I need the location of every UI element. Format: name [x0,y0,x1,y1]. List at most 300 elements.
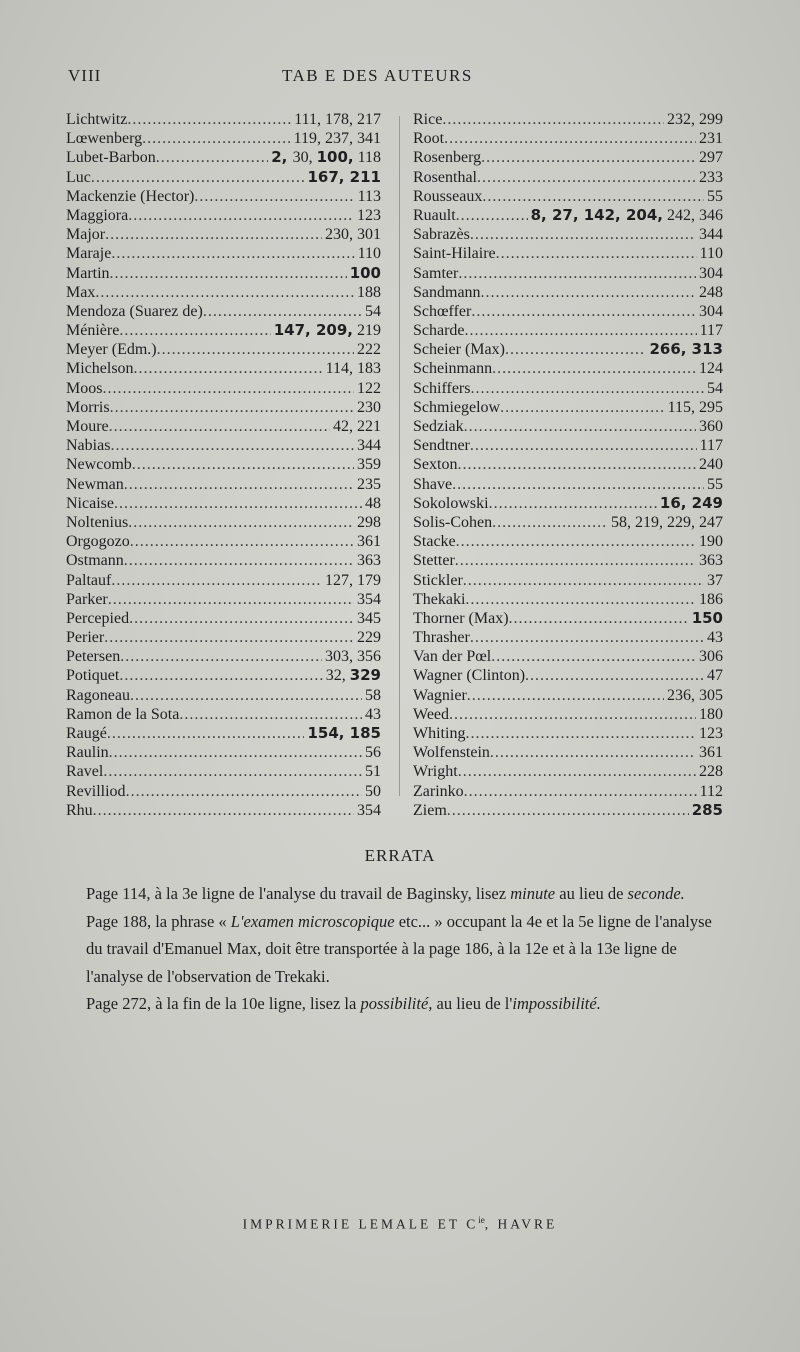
author-name: Rice [413,111,443,128]
dot-leader [203,302,362,321]
page-references [697,782,723,801]
page-references [362,782,381,801]
page-references [696,168,723,187]
author-name: Perier [66,629,105,647]
author-name: Thorner (Max) [413,609,509,627]
index-column-left [66,110,381,820]
author-name: Rosenthal [413,168,477,186]
index-entry [66,417,381,436]
main-reference: 100, [316,148,354,167]
page-references [696,724,723,743]
index-entry [66,129,381,148]
italic-text: minute [510,884,556,903]
reference: 47 [707,667,723,685]
author-name: Root [413,130,445,148]
reference: 236, 305 [667,686,723,704]
index-entry [66,494,381,513]
index-entry [413,782,723,801]
reference: 186 [699,590,723,608]
reference: 115, 295 [667,398,723,416]
author-name: Parker [66,590,108,608]
author-name: Percepied [66,609,130,627]
page-references [354,206,381,225]
page-references [664,686,723,705]
dot-leader [142,129,290,148]
reference: 228 [699,763,723,781]
dot-leader [95,283,354,302]
index-entry [66,513,381,532]
index-entry [66,206,381,225]
reference: 180 [699,705,723,723]
dot-leader [111,571,322,590]
page-references [330,417,381,436]
dot-leader [467,686,664,705]
text: Page 272, à la fin de la 10e ligne, lisez la [86,994,361,1013]
index-entry [413,590,723,609]
index-entry [413,206,723,225]
dot-leader [194,187,354,206]
author-name: Major [66,226,106,244]
reference: 124 [699,360,723,378]
main-reference: 154, 185 [307,724,381,742]
dot-leader [492,359,696,378]
index-entry [413,302,723,321]
index-entry [66,782,381,801]
dot-leader [130,532,354,551]
text: au lieu de l' [432,994,513,1013]
main-reference: 285 [691,800,723,819]
author-name: Ostmann [66,552,124,570]
dot-leader [458,264,696,283]
reference: 114, 183 [325,360,381,378]
reference: 58 [365,686,381,704]
index-entry [413,398,723,417]
reference: 48 [365,494,381,512]
dot-leader [458,762,696,781]
index-entry [66,551,381,570]
italic-text: possibilité, [360,994,433,1013]
author-name: Wagnier [413,686,467,704]
author-name: Noltenius [66,513,129,531]
page-references [323,666,381,685]
author-name: Ziem [413,801,447,819]
dot-leader [114,494,362,513]
index-entry [66,359,381,378]
index-entry [66,187,381,206]
reference: 43 [707,629,723,647]
reference: 303, 356 [325,648,381,666]
reference: 123 [699,725,723,742]
page-references [354,436,381,455]
reference: 55 [707,187,723,205]
reference: 112 [699,782,723,800]
reference: 306 [699,648,723,666]
reference: 240 [699,456,723,474]
page-references [696,647,723,666]
index-entry [66,705,381,724]
author-name: Revilliod [66,782,126,800]
author-name: Schiffers [413,379,471,397]
dot-leader [505,340,646,359]
reference: 123 [357,206,381,224]
page-references [704,571,723,590]
dot-leader [456,206,528,225]
author-name: Ramon de la Sota [66,705,180,723]
author-name: Raulin [66,744,109,762]
page-references [322,571,381,590]
author-name: Petersen [66,648,121,666]
author-name: Paltauf [66,571,112,589]
page-references [704,628,723,647]
index-column-right [413,110,723,820]
index-entry [66,532,381,551]
reference: 242, 346 [663,206,723,224]
author-name: Wright [413,763,458,781]
index-entry [413,666,723,685]
dot-leader [104,628,354,647]
index-entry [66,244,381,263]
reference: 360 [699,418,723,435]
index-entry [413,379,723,398]
dot-leader [91,168,305,187]
dot-leader [110,264,347,283]
dot-leader [455,551,696,570]
author-name: Meyer (Edm.) [66,341,157,359]
index-entry [66,283,381,302]
reference: 297 [699,149,723,167]
page-references [689,801,723,820]
dot-leader [179,705,362,724]
reference: 354 [357,801,381,819]
dot-leader [447,801,689,820]
author-name: Nicaise [66,494,114,512]
page-references [271,321,381,340]
author-name: Ruault [413,206,456,224]
index-entry [66,398,381,417]
dot-leader [127,110,291,129]
page-references [696,743,723,762]
dot-leader [93,801,354,820]
page-references [696,148,723,167]
reference: 54 [707,379,723,397]
dot-leader [105,225,322,244]
page-references [696,455,723,474]
index-entry [413,264,723,283]
main-reference: 167, 211 [307,167,381,186]
dot-leader [109,417,330,436]
dot-leader [496,244,697,263]
dot-leader [465,724,696,743]
author-name: Sendtner [413,437,470,455]
author-name: Orgogozo [66,533,130,551]
page-references [354,398,381,417]
author-name: Potiquet [66,667,120,685]
page-references [696,302,723,321]
dot-leader [465,590,696,609]
index-entry [413,494,723,513]
page-references [362,705,381,724]
page-references [689,609,723,628]
index-entry [66,801,381,820]
author-name: Lichtwitz [66,111,128,128]
author-name: Van der Pœl [413,648,492,666]
index-entry [66,110,381,129]
index-entry [66,743,381,762]
dot-leader [111,244,354,263]
author-name: Stetter [413,552,455,570]
dot-leader [444,129,696,148]
index-entry [413,244,723,263]
author-name: Stacke [413,533,456,551]
page-references [697,244,723,263]
dot-leader [470,628,704,647]
reference: 235 [357,475,381,493]
reference: 230, 301 [325,226,381,244]
page-references [362,762,381,781]
reference: 54 [365,302,381,320]
author-name: Rhu [66,801,93,819]
imprint-text: IMPRIMERIE LEMALE ET C [242,1216,479,1232]
index-entry [413,110,723,129]
index-entry [66,379,381,398]
index-entry [66,455,381,474]
reference: 110 [699,245,723,263]
author-name: Thrasher [413,629,470,647]
reference: 32, [325,667,350,685]
dot-leader [452,475,704,494]
page-references [696,590,723,609]
author-name: Weed [413,705,450,723]
author-name: Sexton [413,456,458,474]
dot-leader [134,359,323,378]
reference: 113 [357,187,381,205]
page-references [696,417,723,436]
index-entry [413,321,723,340]
reference: 190 [699,533,723,551]
dot-leader [126,782,362,801]
dot-leader [110,398,354,417]
dot-leader [481,148,696,167]
reference: 50 [365,782,381,800]
page-references [704,666,723,685]
index-entry [413,436,723,455]
index-entry [413,475,723,494]
page-references [354,801,381,820]
index-entry [413,705,723,724]
dot-leader [107,724,305,743]
author-name: Nabias [66,437,111,455]
page-references [322,647,381,666]
dot-leader [129,609,354,628]
author-name: Scheier (Max) [413,341,505,359]
dot-leader [477,168,696,187]
reference: 55 [707,475,723,493]
page-references [362,743,381,762]
author-name: Ragoneau [66,686,130,704]
dot-leader [119,666,322,685]
page-references [704,379,723,398]
page-references [696,532,723,551]
dot-leader [132,455,354,474]
author-name: Luc [66,168,91,186]
index-entry [413,532,723,551]
page-references [354,475,381,494]
author-name: Moos [66,379,103,397]
author-name: Lœwenberg [66,130,143,148]
main-reference: 266, 313 [649,340,723,359]
reference: 344 [357,437,381,455]
index-entry [413,148,723,167]
reference: 248 [699,283,723,301]
dot-leader [102,379,354,398]
main-reference: 329 [349,666,381,685]
dot-leader [490,743,696,762]
main-reference: 100 [349,263,381,282]
page-references [304,168,381,187]
reference: 111, 178, 217 [294,111,381,128]
dot-leader [110,436,354,455]
dot-leader [470,225,696,244]
page-references [608,513,723,532]
dot-leader [500,398,665,417]
page-references [322,225,381,244]
reference: 110 [357,245,381,263]
author-name: Moure [66,418,109,435]
text: au lieu de [555,884,628,903]
page-references [355,244,381,263]
index-entry [66,724,381,743]
dot-leader [492,513,608,532]
author-name: Rosenberg [413,149,482,167]
imprint-sup: ie [478,1215,485,1225]
author-name: Solis-Cohen [413,513,493,531]
page-title: TAB E DES AUTEURS [282,66,473,85]
reference: 298 [357,513,381,531]
author-name: Sandmann [413,283,481,301]
running-head [0,66,800,90]
index-entry [66,302,381,321]
reference: 359 [357,456,381,474]
reference: 30, [292,149,317,167]
page-references [268,148,381,167]
page-references [355,187,381,206]
author-name: Saint-Hilaire [413,245,496,263]
errata-paragraph [86,990,732,1018]
reference: 37 [707,571,723,589]
page-references [696,359,723,378]
reference: 188 [357,283,381,301]
index-entry [66,340,381,359]
index-entry [66,686,381,705]
author-name: Sokolowski [413,494,489,512]
author-name: Rousseaux [413,187,483,205]
page-references [354,340,381,359]
index-entry [413,417,723,436]
author-name: Newman [66,475,124,493]
index-entry [413,225,723,244]
author-name: Stickler [413,571,463,589]
index-entry [66,475,381,494]
main-reference: 2, [271,148,293,167]
page-references [304,724,381,743]
reference: 229 [357,629,381,647]
index-entry [66,436,381,455]
reference: 43 [365,705,381,723]
index-entry [413,129,723,148]
errata-heading: ERRATA [364,846,436,865]
reference: 51 [365,763,381,781]
reference: 230 [357,398,381,416]
author-name: Maraje [66,245,112,263]
dot-leader [471,302,696,321]
author-name: Maggiora [66,206,129,224]
index-entry [413,513,723,532]
errata-text [86,880,732,1018]
dot-leader [465,321,697,340]
reference: 42, 221 [333,418,381,435]
index-entry [413,743,723,762]
reference: 345 [357,609,381,627]
author-name: Ménière [66,322,120,340]
index-entry [66,148,381,167]
index-entry [413,762,723,781]
author-name: Schmiegelow [413,398,501,416]
page-references [354,628,381,647]
page-number: VIII [68,66,102,85]
page-references [354,590,381,609]
page-references [696,283,723,302]
author-name: Raugé [66,725,107,742]
index-entry [66,225,381,244]
dot-leader [124,551,354,570]
author-name: Max [66,283,96,301]
index-entry [413,571,723,590]
index-entry [413,686,723,705]
page-references [362,494,381,513]
index-entry [66,264,381,283]
imprint-city: , HAVRE [484,1216,558,1232]
reference: 232, 299 [667,111,723,128]
author-name: Martin [66,264,110,282]
author-name: Mackenzie (Hector) [66,187,195,205]
reference: 304 [699,302,723,320]
index-entry [413,551,723,570]
author-name: Scheinmann [413,360,493,378]
column-divider [399,116,400,796]
italic-text: seconde. [627,884,685,903]
index-entry [66,571,381,590]
dot-leader [156,148,268,167]
reference: 354 [357,590,381,608]
page-references [354,379,381,398]
reference: 231 [699,130,723,148]
index-entry [413,168,723,187]
reference: 361 [699,744,723,762]
dot-leader [481,283,696,302]
author-name: Zarinko [413,782,464,800]
index-entry [413,647,723,666]
index-entry [413,283,723,302]
index-entry [66,590,381,609]
author-name: Wolfenstein [413,744,490,762]
reference: 118 [353,149,381,167]
dot-leader [464,782,697,801]
dot-leader [442,110,664,129]
page-references [362,686,381,705]
author-name: Wagner (Clinton) [413,667,526,685]
reference: 363 [357,552,381,570]
reference: 344 [699,226,723,244]
